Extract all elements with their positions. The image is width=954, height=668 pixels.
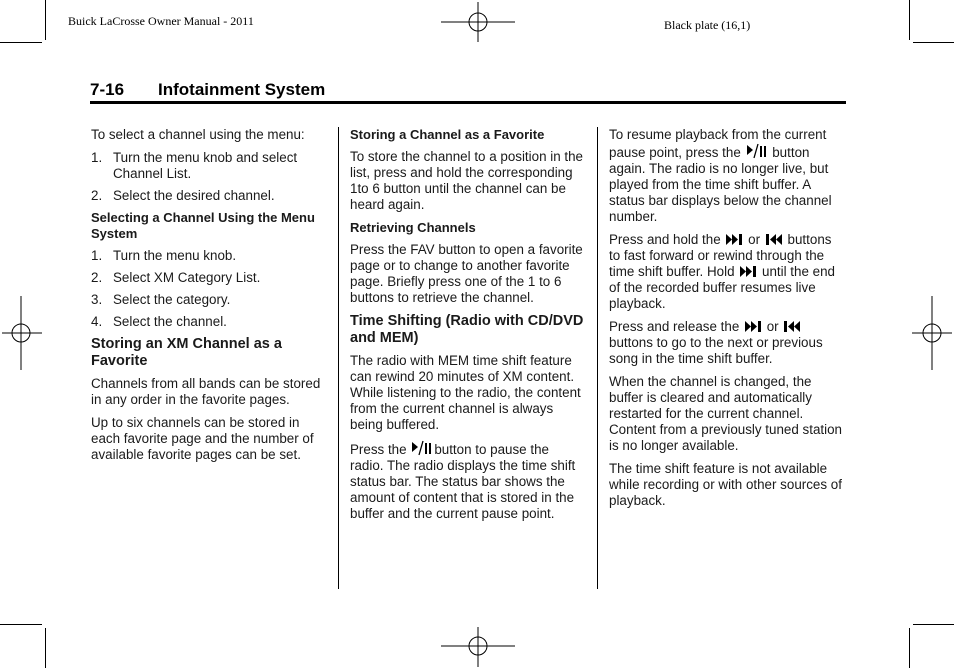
seek-forward-icon (744, 320, 762, 333)
crop-mark (909, 628, 910, 668)
list-item: 2. Select the desired channel. (91, 188, 275, 203)
crop-mark (45, 0, 46, 40)
crop-mark (913, 624, 954, 625)
page-title (90, 80, 325, 100)
registration-mark-right (912, 296, 952, 370)
heading: Time Shifting (Radio with CD/DVD and MEM) (350, 313, 584, 346)
paragraph: To store the channel to a position in the list, press and hold the corresponding 1to 6 button until the channel can be heard again. (350, 149, 584, 212)
play-pause-icon (411, 440, 433, 456)
paragraph: To select a channel using the menu: (91, 127, 305, 142)
column-divider (338, 127, 339, 589)
subheading: Retrieving Channels (350, 220, 476, 235)
column-1 (91, 127, 327, 470)
chapter-title: Infotainment System (158, 80, 326, 99)
subheading: Selecting a Channel Using the Menu System (91, 210, 315, 241)
list-item: 2. Select XM Category List. (91, 270, 261, 285)
column-2 (350, 127, 584, 529)
column-divider (597, 127, 598, 589)
registration-mark-left (2, 296, 42, 370)
seek-back-icon (783, 320, 801, 333)
list-item: 4. Select the channel. (91, 314, 227, 329)
registration-mark-bottom (441, 627, 515, 667)
paragraph: Press the FAV button to open a favorite page or to change to another favorite page. Briefly press one of the 1 to 6 buttons to retrieve the channel. (350, 242, 583, 305)
running-header-manual: Buick LaCrosse Owner Manual - 2011 (68, 14, 254, 28)
list-item: 1. Turn the menu knob and select Channel List. (91, 150, 298, 181)
paragraph: Press and hold the or buttons to fast forward or rewind through the time shift buffer. Hold until the end of the recorded buffer resumes live playback. (609, 232, 835, 311)
crop-mark (0, 42, 42, 43)
paragraph: The time shift feature is not available while recording or with other sources of playback. (609, 461, 842, 508)
paragraph: Channels from all bands can be stored in any order in the favorite pages. (91, 376, 321, 407)
paragraph: Up to six channels can be stored in each favorite page and the number of available favorite pages can be set. (91, 415, 314, 462)
running-header-plate: Black plate (16,1) (664, 18, 751, 32)
crop-mark (45, 628, 46, 668)
paragraph: When the channel is changed, the buffer is cleared and automatically restarted for the current channel. Content from a previously tuned station is no longer available. (609, 374, 842, 453)
seek-forward-icon (725, 233, 743, 246)
list-item: 1. Turn the menu knob. (91, 248, 237, 263)
crop-mark (913, 42, 954, 43)
numbered-list (91, 150, 327, 204)
paragraph: Press the button to pause the radio. The radio displays the time shift status bar. The status bar shows the amount of content that is stored in the buffer and the current pause point. (350, 442, 576, 521)
header-rule (90, 101, 846, 104)
list-item: 3. Select the category. (91, 292, 231, 307)
play-pause-icon (746, 143, 768, 159)
subheading: Storing a Channel as a Favorite (350, 127, 545, 142)
heading: Storing an XM Channel as a Favorite (91, 336, 282, 369)
seek-back-icon (765, 233, 783, 246)
seek-forward-icon (739, 265, 757, 278)
column-3 (609, 127, 845, 516)
page-number: 7-16 (90, 80, 125, 99)
crop-mark (909, 0, 910, 40)
crop-mark (0, 624, 42, 625)
paragraph: The radio with MEM time shift feature can rewind 20 minutes of XM content. While listening to the radio, the content from the current channel is always being buffered. (350, 353, 581, 432)
paragraph: Press and release the or buttons to go to the next or previous song in the time shift buffer. (609, 319, 823, 366)
paragraph: To resume playback from the current pause point, press the button again. The radio is no longer live, but played from the time shift buffer. A status bar displays below the channel number. (609, 127, 832, 224)
registration-mark-top (441, 2, 515, 42)
numbered-list (91, 248, 327, 330)
